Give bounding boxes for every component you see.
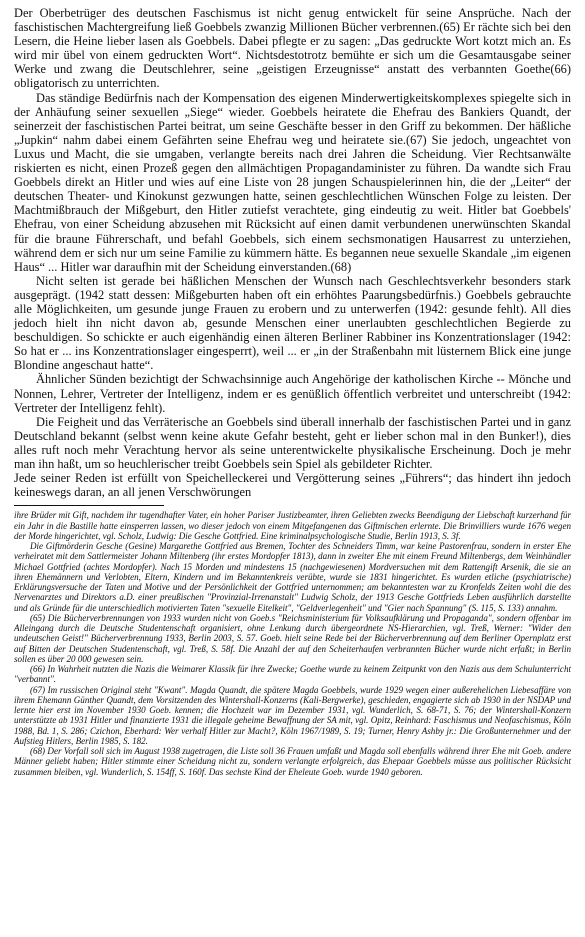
paragraph-2: Das ständige Bedürfnis nach der Kompensation des eigenen Minderwertigkeitskomplexes spiegelte sich in der Anhäufung seiner sexuellen „Siege“ wieder. Goebbels heiratete die Ehefrau des Bankiers Quandt, der seinerzeit der faschistischen Partei beitrat, um seine Geschäfte besser in den Griff zu bekommen. Der häßliche „Jupkin“ nahm dabei einem Gefährten seine Ehefrau weg und heiratete sie.(67) Sie jedoch, ungeachtet von Luxus und Macht, die sie umgaben, verlangte bereits nach drei Jahren die Scheidung. Vier Rechtsanwälte riskierten es nicht, einen Prozeß gegen den allmächtigen Propagandaminister zu führen. Da wandte sich Frau Goebbels direkt an Hitler und wies auf eine Liste von 28 jungen Schauspielerinnen hin, die der „Leiter“ der deutschen Theater- und Kinokunst gezwungen hatte, seinen geschlechtlichen Wünschen Folge zu leisten. Der Machtmißbrauch der Mißgeburt, den Hitler zutiefst verachtete, ging eindeutig zu weit. Hitler bat Goebbels' Ehefrau, von einer Scheidung abzusehen mit Rücksicht auf einen damit verbundenen unerwünschten Skandal für die braune Führerschaft, und befahl Goebbels, sich einem sechsmonatigen Hausarrest zu unterziehen, während dem er sich nur um seine Familie zu kümmern hätte. Es begannen neue sexuelle Skandale „im eigenen Haus“ ... Hitler war daraufhin mit der Scheidung einverstanden.(68)	[14, 90, 571, 274]
paragraph-3: Nicht selten ist gerade bei häßlichen Menschen der Wunsch nach Geschlechtsverkehr besonders stark ausgeprägt. (1942 statt dessen: Mißgeburten haben oft ein erhöhtes Paarungsbedürfnis.) Goebbels gebrauchte alle Möglichkeiten, um gesunde junge Frauen zu erobern und zu unterwerfen (1942: gesunde fehlt). All dies jedoch hielt ihn nicht davon ab, gesunde Menschen einer unerlaubten geschlechtlichen Begierde zu beschuldigen. So schickte er auch eigenhändig einen älteren Berliner Rabbiner ins Konzentrationslager (1942: So hat er ... ins Konzentrationslager eingesperrt), weil ... er „in der Straßenbahn mit lüsternem Blick eine junge Blondine angeschaut hatte“.	[14, 273, 571, 373]
paragraph-5: Die Feigheit und das Verräterische an Goebbels sind überall innerhalb der faschistischen Partei und in ganz Deutschland bekannt (selbst wenn keine akute Gefahr besteht, geht er lieber schon mal in den Bunker!), dies alles ruft noch mehr Verachtung hervor als seine unterentwickelte physikalische Erscheinung. Doch je mehr man ihn haßt, um so heuchlerischer treibt Goebbels sein Spiel als gebildeter Richter.	[14, 414, 571, 471]
book-page	[14, 6, 571, 777]
footnote-66: (66) In Wahrheit nutzten die Nazis die Weimarer Klassik für ihre Zwecke; Goethe wurde zu keinem Zeitpunkt von den Nazis aus dem Schulunterricht "verbannt".	[14, 664, 571, 685]
main-text	[14, 6, 571, 499]
footnote-continuation: ihre Brüder mit Gift, nachdem ihr tugendhafter Vater, ein hoher Pariser Justizbeamter, ihren Geliebten zwecks Beendigung der Liebschaft kurzerhand für ein Jahr in die Bastille hatte einsperren lassen, wo dieser jedoch von einem Mitgefangenen das Giftmischen erlernte. Die Brinvilliers wurde 1676 wegen der Morde hingerichtet, vgl. Scholz, Ludwig: Die Gesche Gottfried. Eine kriminalpsychologische Studie, Berlin 1913, S. 3f.	[14, 510, 571, 541]
paragraph-4: Ähnlicher Sünden bezichtigt der Schwachsinnige auch Angehörige der katholischen Kirche -- Mönche und Nonnen, Lehrer, Vertreter der Intelligenz, indem er es genüßlich öffentlich verbreitet und unterschreibt (1942: Vertreter der Intelligenz fehlt).	[14, 372, 571, 415]
footnotes	[14, 510, 571, 777]
footnote-gottfried: Die Giftmörderin Gesche (Gesine) Margarethe Gottfried aus Bremen, Tochter des Schneiders Timm, war keine Pastorenfrau, sondern in erster Ehe verheiratet mit dem Sattlermeister Johann Miltenberg (ihr erstes Mordopfer 1813), dann in zweiter Ehe mit einem Freund Miltenbergs, dem Weinhändler Michael Gottfried (achtes Mordopfer). Nach 15 Morden und mindestens 15 (nachgewiesenen) Mordversuchen mit dem Rattengift Arsenik, die sie an ihren Ehemännern und Verlobten, Eltern, Kindern und im Bekanntenkreis verübte, wurde sie 1831 hingerichtet. Es wurden etliche (psychiatrische) Erklärungsversuche der Taten und Motive und der Persönlichkeit der Gottfried unternommen; am bekanntesten war zu Kronfelds Zeiten wohl die des Nervenarztes und Direktors a.D. einer preußischen "Provinzial-Irrenanstalt" Ludwig Scholz, der 1913 Gesche Gottfrieds Leben ausführlich darstellte und als Gründe für die unterschiedlich motivierten Taten "sexuelle Eitelkeit", "Geldverlegenheit" und "Gier nach Spannung" (S. 115, S. 133) annahm.	[14, 541, 571, 613]
footnote-68: (68) Der Vorfall soll sich im August 1938 zugetragen, die Liste soll 36 Frauen umfaßt und Magda soll ebenfalls während ihrer Ehe mit Goeb. andere Männer geliebt haben; Hitler stimmte einer Scheidung nicht zu, sondern verlangte erfolgreich, das Ehepaar Goebbels müsse aus politischer Rücksicht zusammen bleiben, vgl. Wunderlich, S. 154ff, S. 160f. Das sechste Kind der Eheleute Goeb. wurde 1940 geboren.	[14, 746, 571, 777]
footnote-65: (65) Die Bücherverbrennungen von 1933 wurden nicht von Goeb.s "Reichsministerium für Volksaufklärung und Propaganda", sondern offenbar im Alleingang durch die Deutsche Studentenschaft organisiert, ohne Lenkung durch übergeordnete NS-Hierarchien, vgl. Treß, Werner: "Wider den undeutschen Geist!" Bücherverbrennung 1933, Berlin 2003, S. 57. Goeb. hielt seine Rede bei der Bücherverbrennung auf dem Berliner Opernplatz erst auf Bitten der Deutschen Studentenschaft, vgl. Treß, S. 58f. Die Anzahl der auf den Scheiterhaufen verbrannten Bücher wurde nicht erfaßt; in Berlin sollen es über 20 000 gewesen sein.	[14, 612, 571, 664]
paragraph-6: Jede seiner Reden ist erfüllt von Speichelleckerei und Vergötterung seines „Führers“; das hindert ihn jedoch keineswegs daran, an all jenen Verschwörungen	[14, 471, 571, 500]
footnote-divider	[14, 505, 164, 506]
footnote-67: (67) Im russischen Original steht "Kwant". Magda Quandt, die spätere Magda Goebbels, wurde 1929 wegen einer außerehelichen Liebesaffäre von ihrem Ehemann Günther Quandt, dem Vorsitzenden des Wintershall-Konzerns (Kali-Bergwerke), geschieden, engagierte sich ab 1930 in der NSDAP und lernte hier erst im November 1930 Goeb. kennen; die Hochzeit war im Dezember 1931, vgl. Wunderlich, S. 68-71, S. 76; der Wintershall-Konzern unterstützte ab 1931 Hitler und finanzierte 1931 die illegale geheime Bewaffnung der SA mit, vgl. Opitz, Reinhard: Faschismus und Neofaschismus, Köln 1988, Bd. 1, S. 286; Czichon, Eberhard: Wer verhalf Hitler zur Macht?, Köln 1967/1989, S. 19; Turner, Henry Ashby jr.: Die Großunternehmer und der Aufstieg Hitlers, Berlin 1985, S. 182.	[14, 684, 571, 746]
paragraph-1: Der Oberbetrüger des deutschen Faschismus ist nicht genug entwickelt für seine Ansprüche. Nach der faschistischen Machtergreifung ließ Goebbels zwanzig Millionen Bücher verbrennen.(65) Er rächte sich bei den Lesern, die Heine lieber lasen als Goebbels. Dabei pflegte er zu sagen: „Das gedruckte Wort kotzt mich an. Es wird mir übel von einem gedruckten Wort“. Nichtsdestotrotz bemühte er sich um die Gesamtausgabe seiner Werke und zwang die Deutschlehrer, seine „geistigen Erzeugnisse“ anstatt des verbannten Goethe(66) obligatorisch zu unterrichten.	[14, 6, 571, 91]
